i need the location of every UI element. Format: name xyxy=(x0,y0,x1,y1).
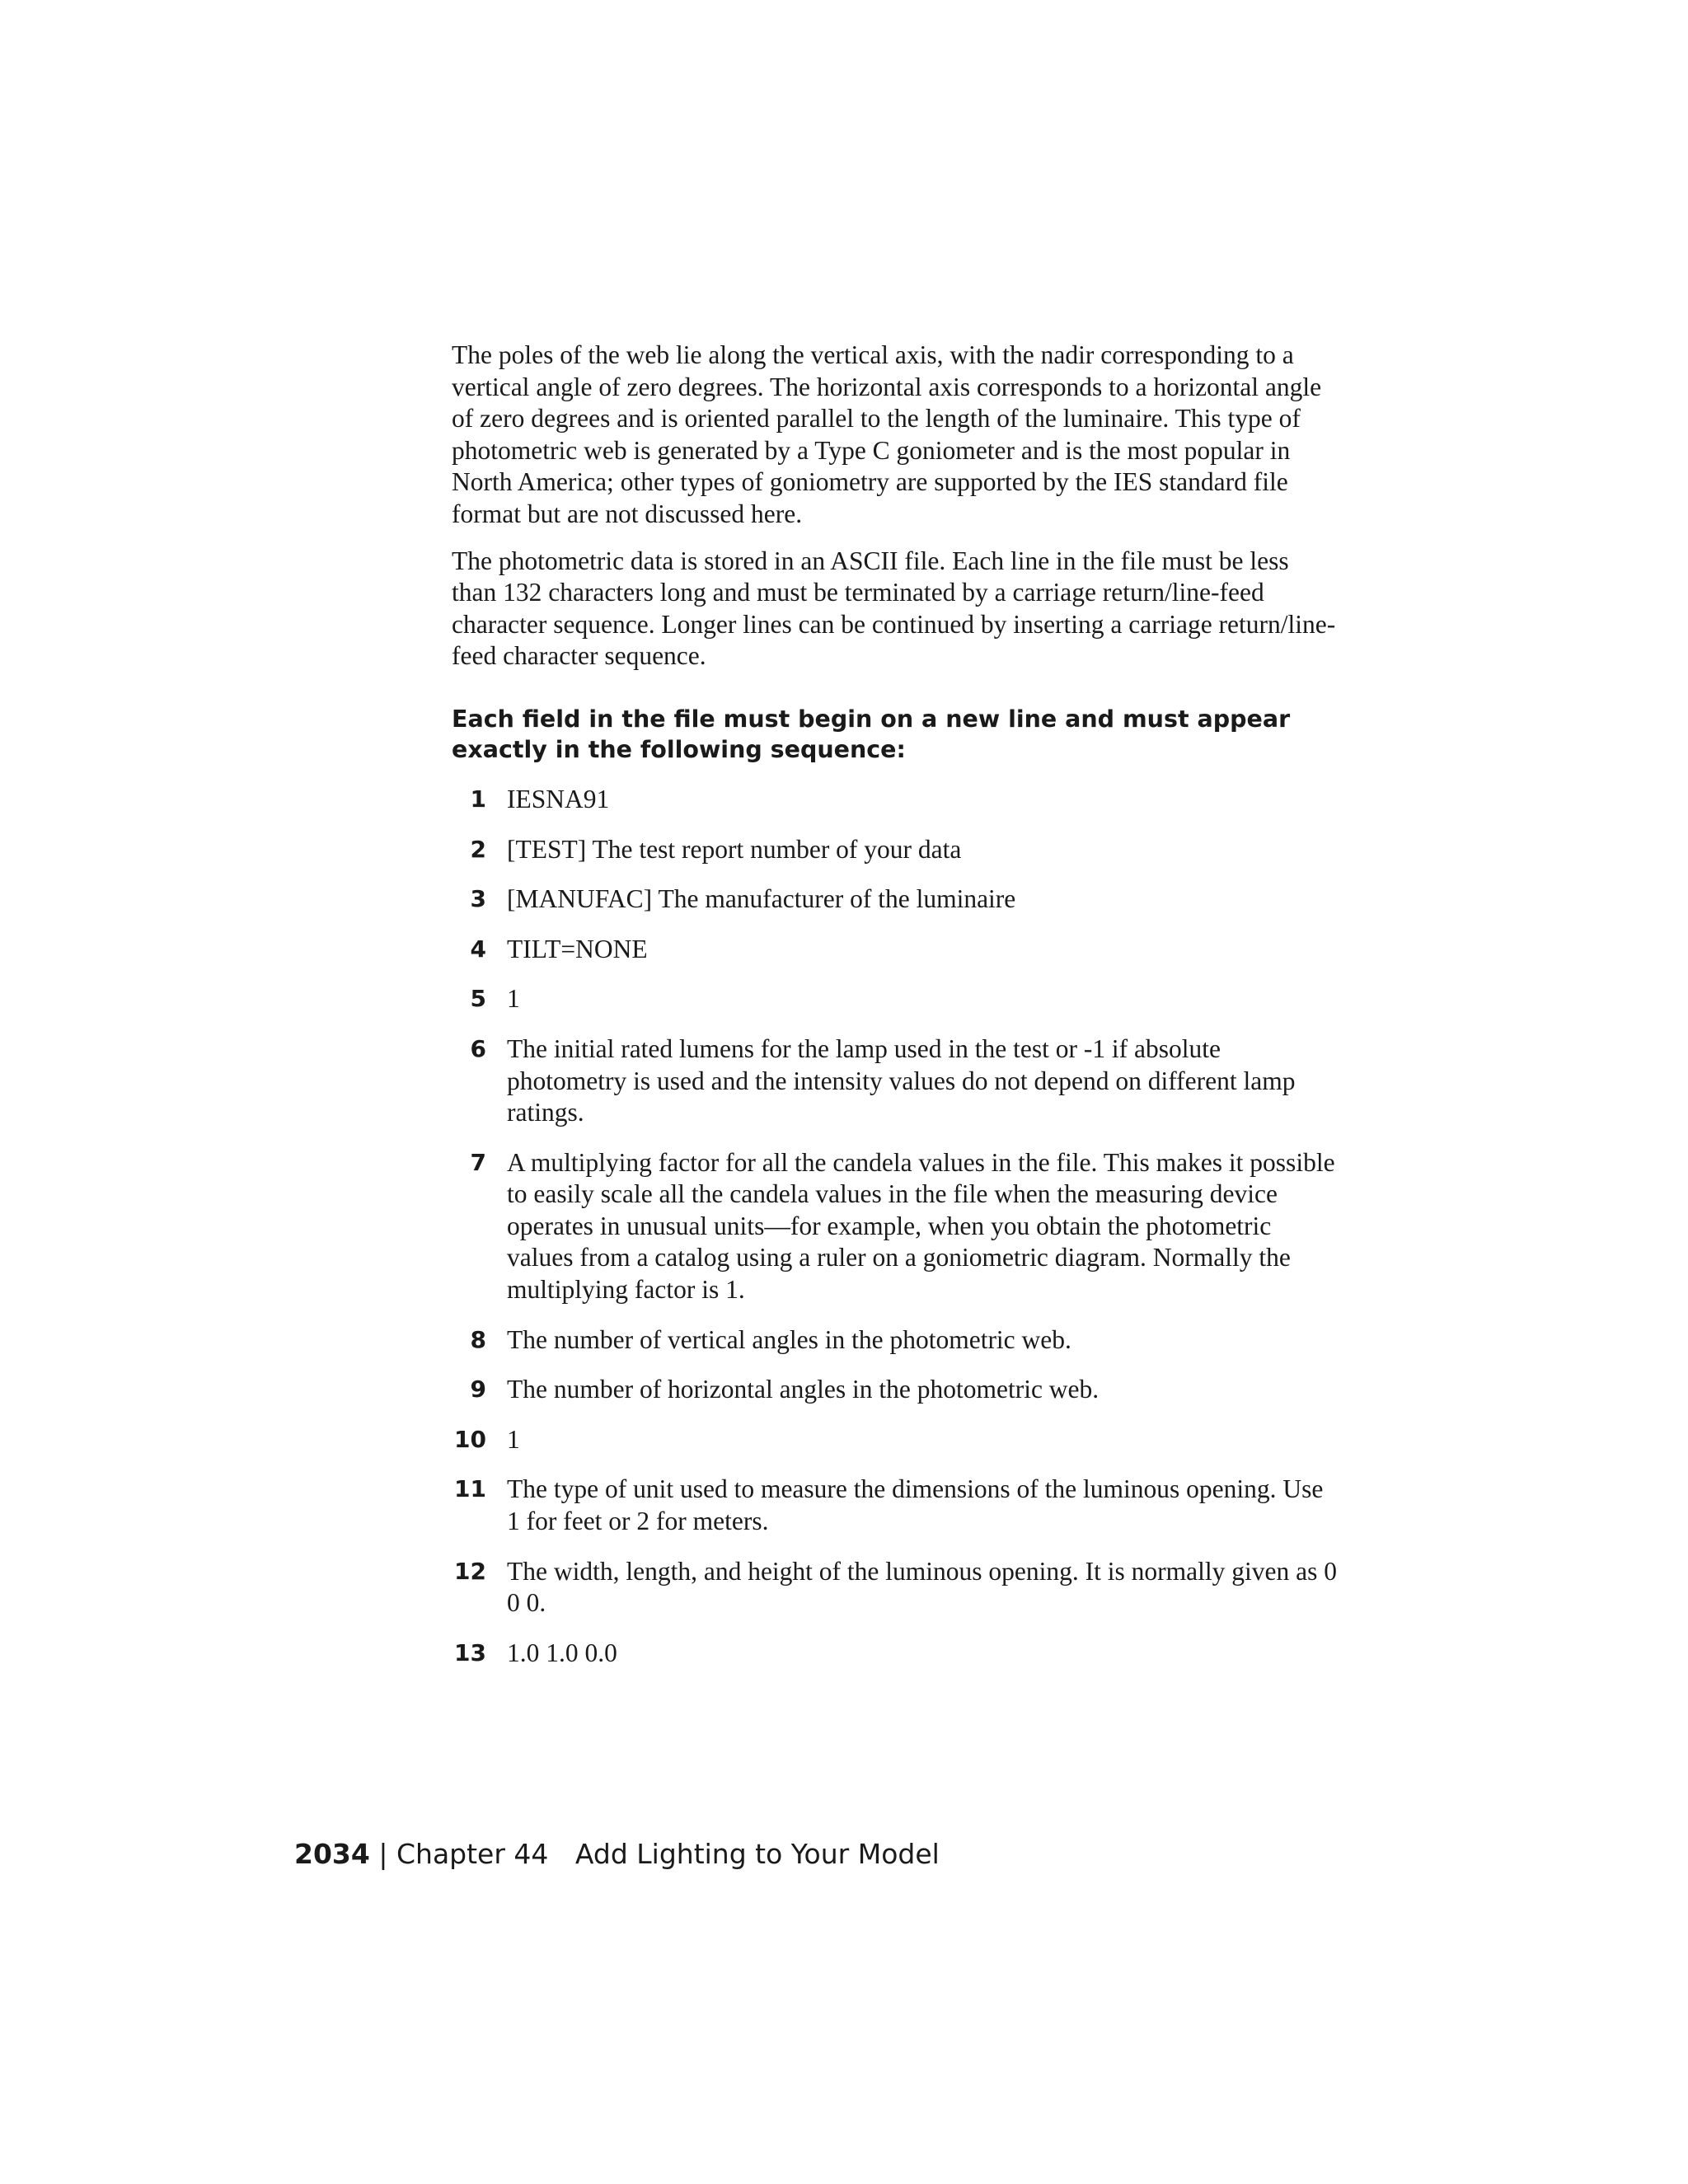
step-number: 3 xyxy=(470,885,486,913)
list-item xyxy=(452,1324,1338,1357)
step-text: The initial rated lumens for the lamp used in the test or -1 if absolute photometry is used and the intensity values do not depend on different lamp ratings. xyxy=(507,1033,1296,1127)
list-item xyxy=(452,883,1338,916)
step-number: 10 xyxy=(454,1425,486,1453)
list-item xyxy=(452,834,1338,866)
step-number: 9 xyxy=(470,1376,486,1404)
step-text: A multiplying factor for all the candela values in the file. This makes it possible to easily scale all the candela values in the file when the measuring device operates in unusual units—for example, when you obtain the photometric values from a catalog using a ruler on a goniometric diagram. Normally the multiplying factor is 1. xyxy=(507,1147,1335,1305)
sequence-heading: Each field in the file must begin on a new line and must appear exactly in the following sequence: xyxy=(452,705,1291,764)
step-number: 1 xyxy=(470,785,486,813)
page-number: 2034 xyxy=(294,1838,370,1870)
list-item xyxy=(452,1424,1338,1456)
step-number: 7 xyxy=(470,1148,486,1176)
step-text: 1 xyxy=(507,984,520,1014)
step-number: 5 xyxy=(470,985,486,1013)
step-text: The number of horizontal angles in the photometric web. xyxy=(507,1375,1100,1404)
field-sequence-list xyxy=(452,784,1338,1669)
list-item xyxy=(452,1556,1338,1619)
step-number: 12 xyxy=(454,1557,486,1585)
chapter-label: Chapter 44 xyxy=(396,1838,549,1870)
step-number: 6 xyxy=(470,1034,486,1062)
step-text: [TEST] The test report number of your data xyxy=(507,834,962,864)
step-text: The type of unit used to measure the dimensions of the luminous opening. Use 1 for feet or 2 for meters. xyxy=(507,1474,1324,1536)
step-text: [MANUFAC] The manufacturer of the luminaire xyxy=(507,884,1016,914)
step-number: 4 xyxy=(470,935,486,963)
chapter-title: Add Lighting to Your Model xyxy=(574,1838,940,1870)
step-number: 2 xyxy=(470,835,486,863)
step-text: 1 xyxy=(507,1424,520,1454)
page-body xyxy=(452,340,1338,1687)
step-text: The width, length, and height of the luminous opening. It is normally given as 0 0 0. xyxy=(507,1556,1337,1618)
list-item xyxy=(452,1147,1338,1306)
step-number: 8 xyxy=(470,1325,486,1353)
step-text: TILT=NONE xyxy=(507,934,648,963)
list-item xyxy=(452,934,1338,966)
step-text: The number of vertical angles in the photometric web. xyxy=(507,1324,1071,1354)
list-item xyxy=(452,983,1338,1015)
page-footer xyxy=(294,1836,940,1872)
list-item xyxy=(452,1474,1338,1537)
step-text: IESNA91 xyxy=(507,784,610,813)
step-number: 13 xyxy=(454,1638,486,1666)
step-number: 11 xyxy=(454,1475,486,1503)
list-item xyxy=(452,1638,1338,1670)
list-item xyxy=(452,1033,1338,1129)
list-item xyxy=(452,1374,1338,1406)
intro-paragraph: The poles of the web lie along the vertical axis, with the nadir corresponding to a vertical angle of zero degrees. The horizontal axis corresponds to a horizontal angle of zero degrees and is oriented parallel to the length of the luminaire. This type of photometric web is generated by a Type C goniometer and is the most popular in North America; other types of goniometry are supported by the IES standard file format but are not discussed here. xyxy=(452,340,1322,528)
footer-separator: | xyxy=(378,1838,388,1870)
ascii-file-paragraph: The photometric data is stored in an ASCII file. Each line in the file must be less than 132 characters long and must be terminated by a carriage return/line-feed character sequence. Longer lines can be continued by inserting a carriage return/line-feed character sequence. xyxy=(452,546,1336,671)
step-text: 1.0 1.0 0.0 xyxy=(507,1638,617,1667)
list-item xyxy=(452,784,1338,816)
